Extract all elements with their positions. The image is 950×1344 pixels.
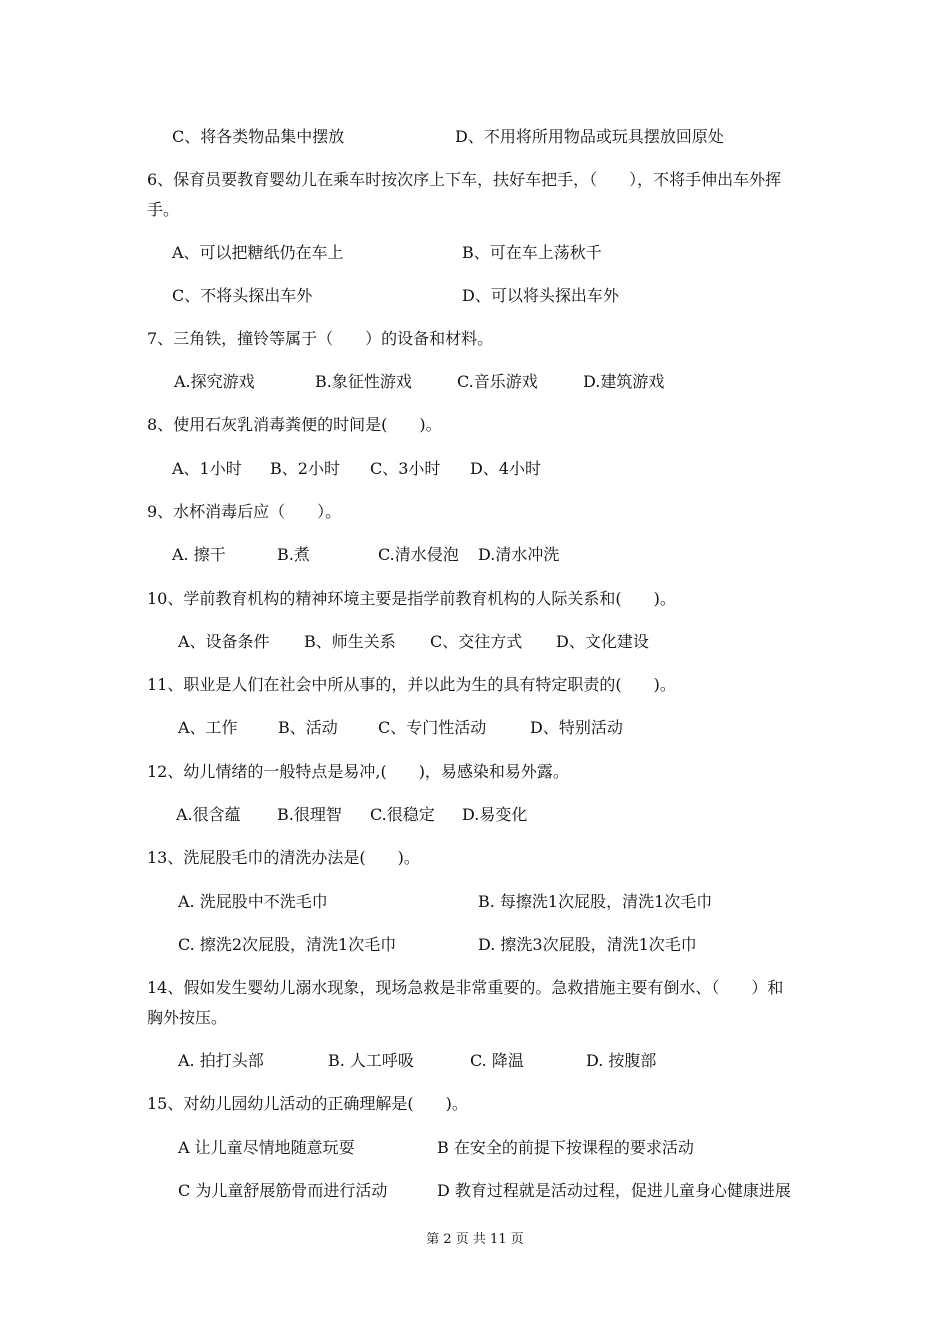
q15-option-b: B 在安全的前提下按课程的要求活动	[437, 1138, 694, 1157]
q8-option-d: D、4小时	[470, 459, 542, 478]
q14-option-c: C. 降温	[470, 1051, 524, 1070]
q14-option-b: B. 人工呼吸	[328, 1051, 414, 1070]
q15-option-d: D 教育过程就是活动过程，促进儿童身心健康进展	[437, 1181, 791, 1200]
q15-option-c: C 为儿童舒展筋骨而进行活动	[178, 1181, 388, 1200]
q10-option-b: B、师生关系	[304, 632, 396, 651]
q9-stem: 9、水杯消毒后应（ ）。	[147, 502, 342, 521]
q6-option-b: B、可在车上荡秋千	[462, 243, 602, 262]
q12-option-a: A.很含蕴	[176, 805, 241, 824]
q11-stem: 11、职业是人们在社会中所从事的，并以此为生的具有特定职责的( )。	[147, 675, 676, 694]
q6-stem-line1: 6、保育员要教育婴幼儿在乘车时按次序上下车，扶好车把手，（ ），不将手伸出车外挥	[147, 170, 782, 189]
q8-stem: 8、使用石灰乳消毒粪便的时间是( )。	[147, 415, 442, 434]
q12-option-c: C.很稳定	[370, 805, 435, 824]
q9-option-a: A. 擦干	[172, 545, 226, 564]
q7-option-d: D.建筑游戏	[583, 372, 665, 391]
q5-option-c: C、将各类物品集中摆放	[172, 127, 345, 146]
q6-option-d: D、可以将头探出车外	[462, 286, 619, 305]
q11-option-a: A、工作	[178, 718, 238, 737]
q13-option-a: A. 洗屁股中不洗毛巾	[178, 892, 328, 911]
q6-option-c: C、不将头探出车外	[172, 286, 313, 305]
q13-option-c: C. 擦洗2次屁股，清洗1次毛巾	[178, 935, 397, 954]
q7-option-a: A.探究游戏	[174, 372, 255, 391]
q10-option-a: A、设备条件	[178, 632, 270, 651]
q8-option-a: A、1小时	[172, 459, 242, 478]
q13-option-b: B. 每擦洗1次屁股，清洗1次毛巾	[478, 892, 713, 911]
q12-option-b: B.很理智	[277, 805, 342, 824]
q11-option-b: B、活动	[278, 718, 338, 737]
q14-option-a: A. 拍打头部	[178, 1051, 264, 1070]
q9-option-c: C.清水侵泡	[378, 545, 459, 564]
q6-option-a: A、可以把糖纸仍在车上	[172, 243, 344, 262]
q10-option-d: D、文化建设	[556, 632, 649, 651]
q9-option-b: B.煮	[277, 545, 310, 564]
q10-stem: 10、学前教育机构的精神环境主要是指学前教育机构的人际关系和( )。	[147, 589, 676, 608]
q13-option-d: D. 擦洗3次屁股，清洗1次毛巾	[478, 935, 697, 954]
q12-option-d: D.易变化	[462, 805, 528, 824]
q13-stem: 13、洗屁股毛巾的清洗办法是( )。	[147, 848, 420, 867]
q6-stem-line2: 手。	[147, 200, 180, 219]
q9-option-d: D.清水冲洗	[478, 545, 560, 564]
q7-stem: 7、三角铁，撞铃等属于（ ）的设备和材料。	[147, 329, 494, 348]
q8-option-b: B、2小时	[270, 459, 340, 478]
q11-option-d: D、特别活动	[530, 718, 623, 737]
q15-option-a: A 让儿童尽情地随意玩耍	[178, 1138, 355, 1157]
q10-option-c: C、交往方式	[430, 632, 523, 651]
q11-option-c: C、专门性活动	[378, 718, 487, 737]
page-footer: 第 2 页 共 11 页	[426, 1232, 524, 1247]
q14-stem-line2: 胸外按压。	[147, 1008, 228, 1027]
q5-option-d: D、不用将所用物品或玩具摆放回原处	[455, 127, 724, 146]
q15-stem: 15、对幼儿园幼儿活动的正确理解是( )。	[147, 1094, 468, 1113]
q8-option-c: C、3小时	[370, 459, 441, 478]
q14-stem-line1: 14、假如发生婴幼儿溺水现象，现场急救是非常重要的。急救措施主要有倒水、（ ）和	[147, 978, 784, 997]
q12-stem: 12、幼儿情绪的一般特点是易冲,( )，易感染和易外露。	[147, 762, 569, 781]
q7-option-c: C.音乐游戏	[457, 372, 538, 391]
q7-option-b: B.象征性游戏	[315, 372, 412, 391]
q14-option-d: D. 按腹部	[586, 1051, 657, 1070]
